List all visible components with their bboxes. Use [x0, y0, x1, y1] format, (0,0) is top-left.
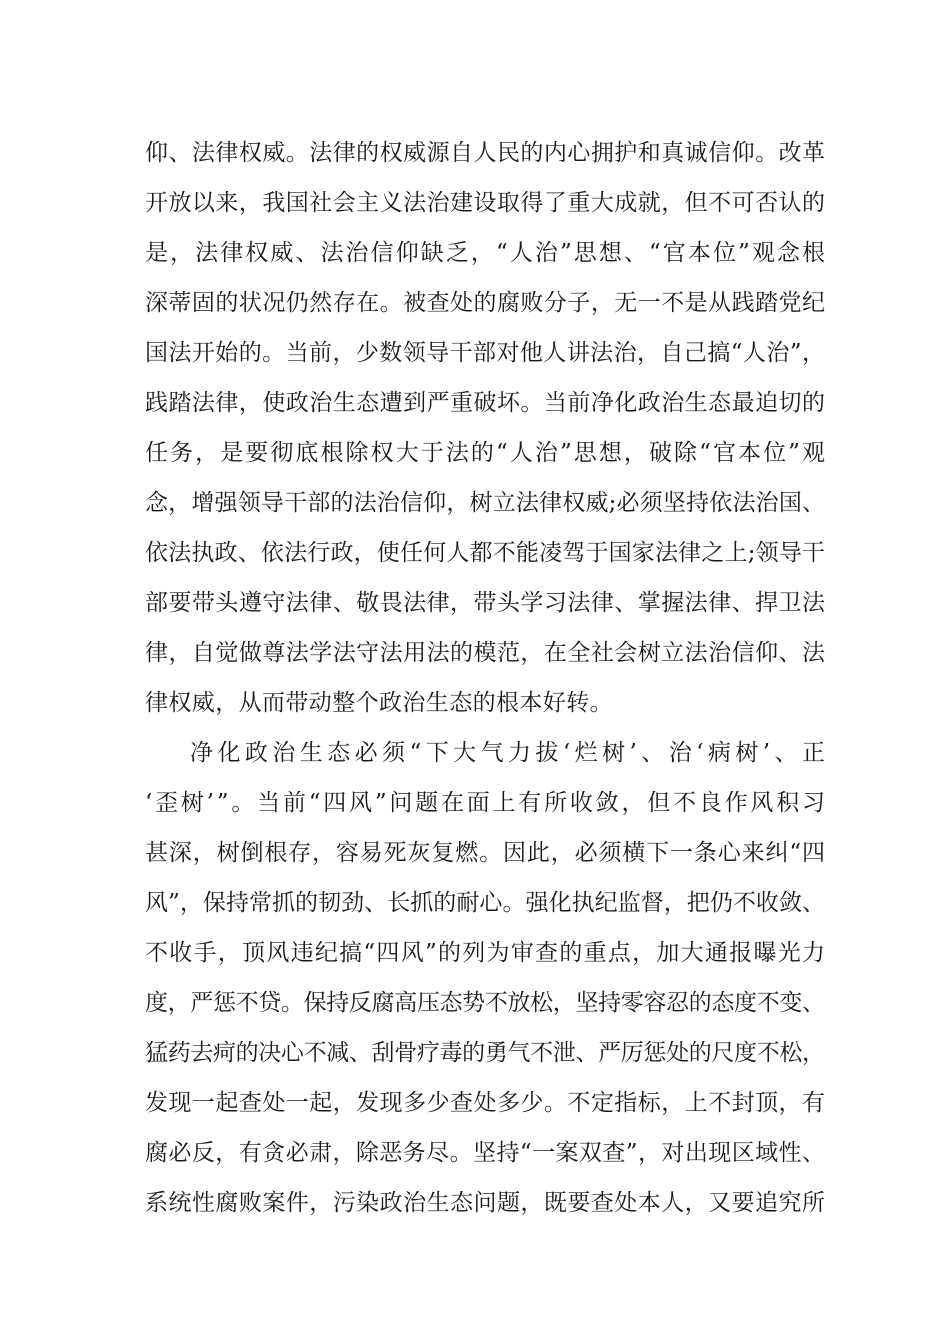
paragraph-1-line: 深蒂固的状况仍然存在。被查处的腐败分子，无一不是从践踏党纪: [145, 290, 826, 316]
paragraph-1-line: 国法开始的。当前，少数领导干部对他人讲法治，自己搞“人治”，: [145, 340, 826, 366]
paragraph-1-line: 仰、法律权威。法律的权威源自人民的内心拥护和真诚信仰。改革: [145, 140, 826, 166]
paragraph-1-line: 践踏法律，使政治生态遭到严重破坏。当前净化政治生态最迫切的: [145, 390, 826, 416]
paragraph-1-line: 是，法律权威、法治信仰缺乏，“人治”思想、“官本位”观念根: [145, 240, 828, 266]
paragraph-1-line: 开放以来，我国社会主义法治建设取得了重大成就，但不可否认的: [145, 190, 826, 216]
paragraph-2-line: 猛药去疴的决心不减、刮骨疗毒的勇气不泄、严厉惩处的尺度不松，: [145, 1040, 825, 1066]
paragraph-2-line: 风”，保持常抓的韧劲、长抓的耐心。强化执纪监督，把仍不收敛、: [145, 890, 826, 916]
paragraph-1-line: 部要带头遵守法律、敬畏法律，带头学习法律、掌握法律、捍卫法: [145, 590, 826, 616]
paragraph-2-line: 发现一起查处一起，发现多少查处多少。不定指标，上不封顶，有: [145, 1090, 826, 1116]
paragraph-2-first-line: 净化政治生态必须“下大气力拔‘烂树’、治‘病树’、正: [190, 740, 830, 766]
paragraph-1: [145, 128, 828, 728]
paragraph-1-line: 念，增强领导干部的法治信仰，树立法律权威;必须坚持依法治国、: [145, 490, 826, 516]
paragraph-1-line: 依法执政、依法行政，使任何人都不能凌驾于国家法律之上;领导干: [145, 540, 826, 566]
paragraph-1-line: 任务，是要彻底根除权大于法的“人治”思想，破除“官本位”观: [145, 440, 828, 466]
paragraph-2-line: 度，严惩不贷。保持反腐高压态势不放松，坚持零容忍的态度不变、: [145, 990, 825, 1016]
paragraph-2-line: 腐必反，有贪必肃，除恶务尽。坚持“一案双查”，对出现区域性、: [145, 1140, 826, 1166]
paragraph-2-line: 系统性腐败案件，污染政治生态问题，既要查处本人，又要追究所: [145, 1190, 826, 1216]
paragraph-1-line: 律，自觉做尊法学法守法用法的模范，在全社会树立法治信仰、法: [145, 640, 826, 666]
paragraph-2-line: 不收手，顶风违纪搞“四风”的列为审查的重点，加大通报曝光力: [145, 940, 827, 966]
paragraph-1-line: 律权威，从而带动整个政治生态的根本好转。: [145, 690, 613, 716]
paragraph-2: [145, 728, 830, 1228]
paragraph-2-line: ‘歪树’”。当前“四风”问题在面上有所收敛，但不良作风积习: [145, 790, 828, 816]
paragraph-2-line: 甚深，树倒根存，容易死灰复燃。因此，必须横下一条心来纠“四: [145, 840, 826, 866]
